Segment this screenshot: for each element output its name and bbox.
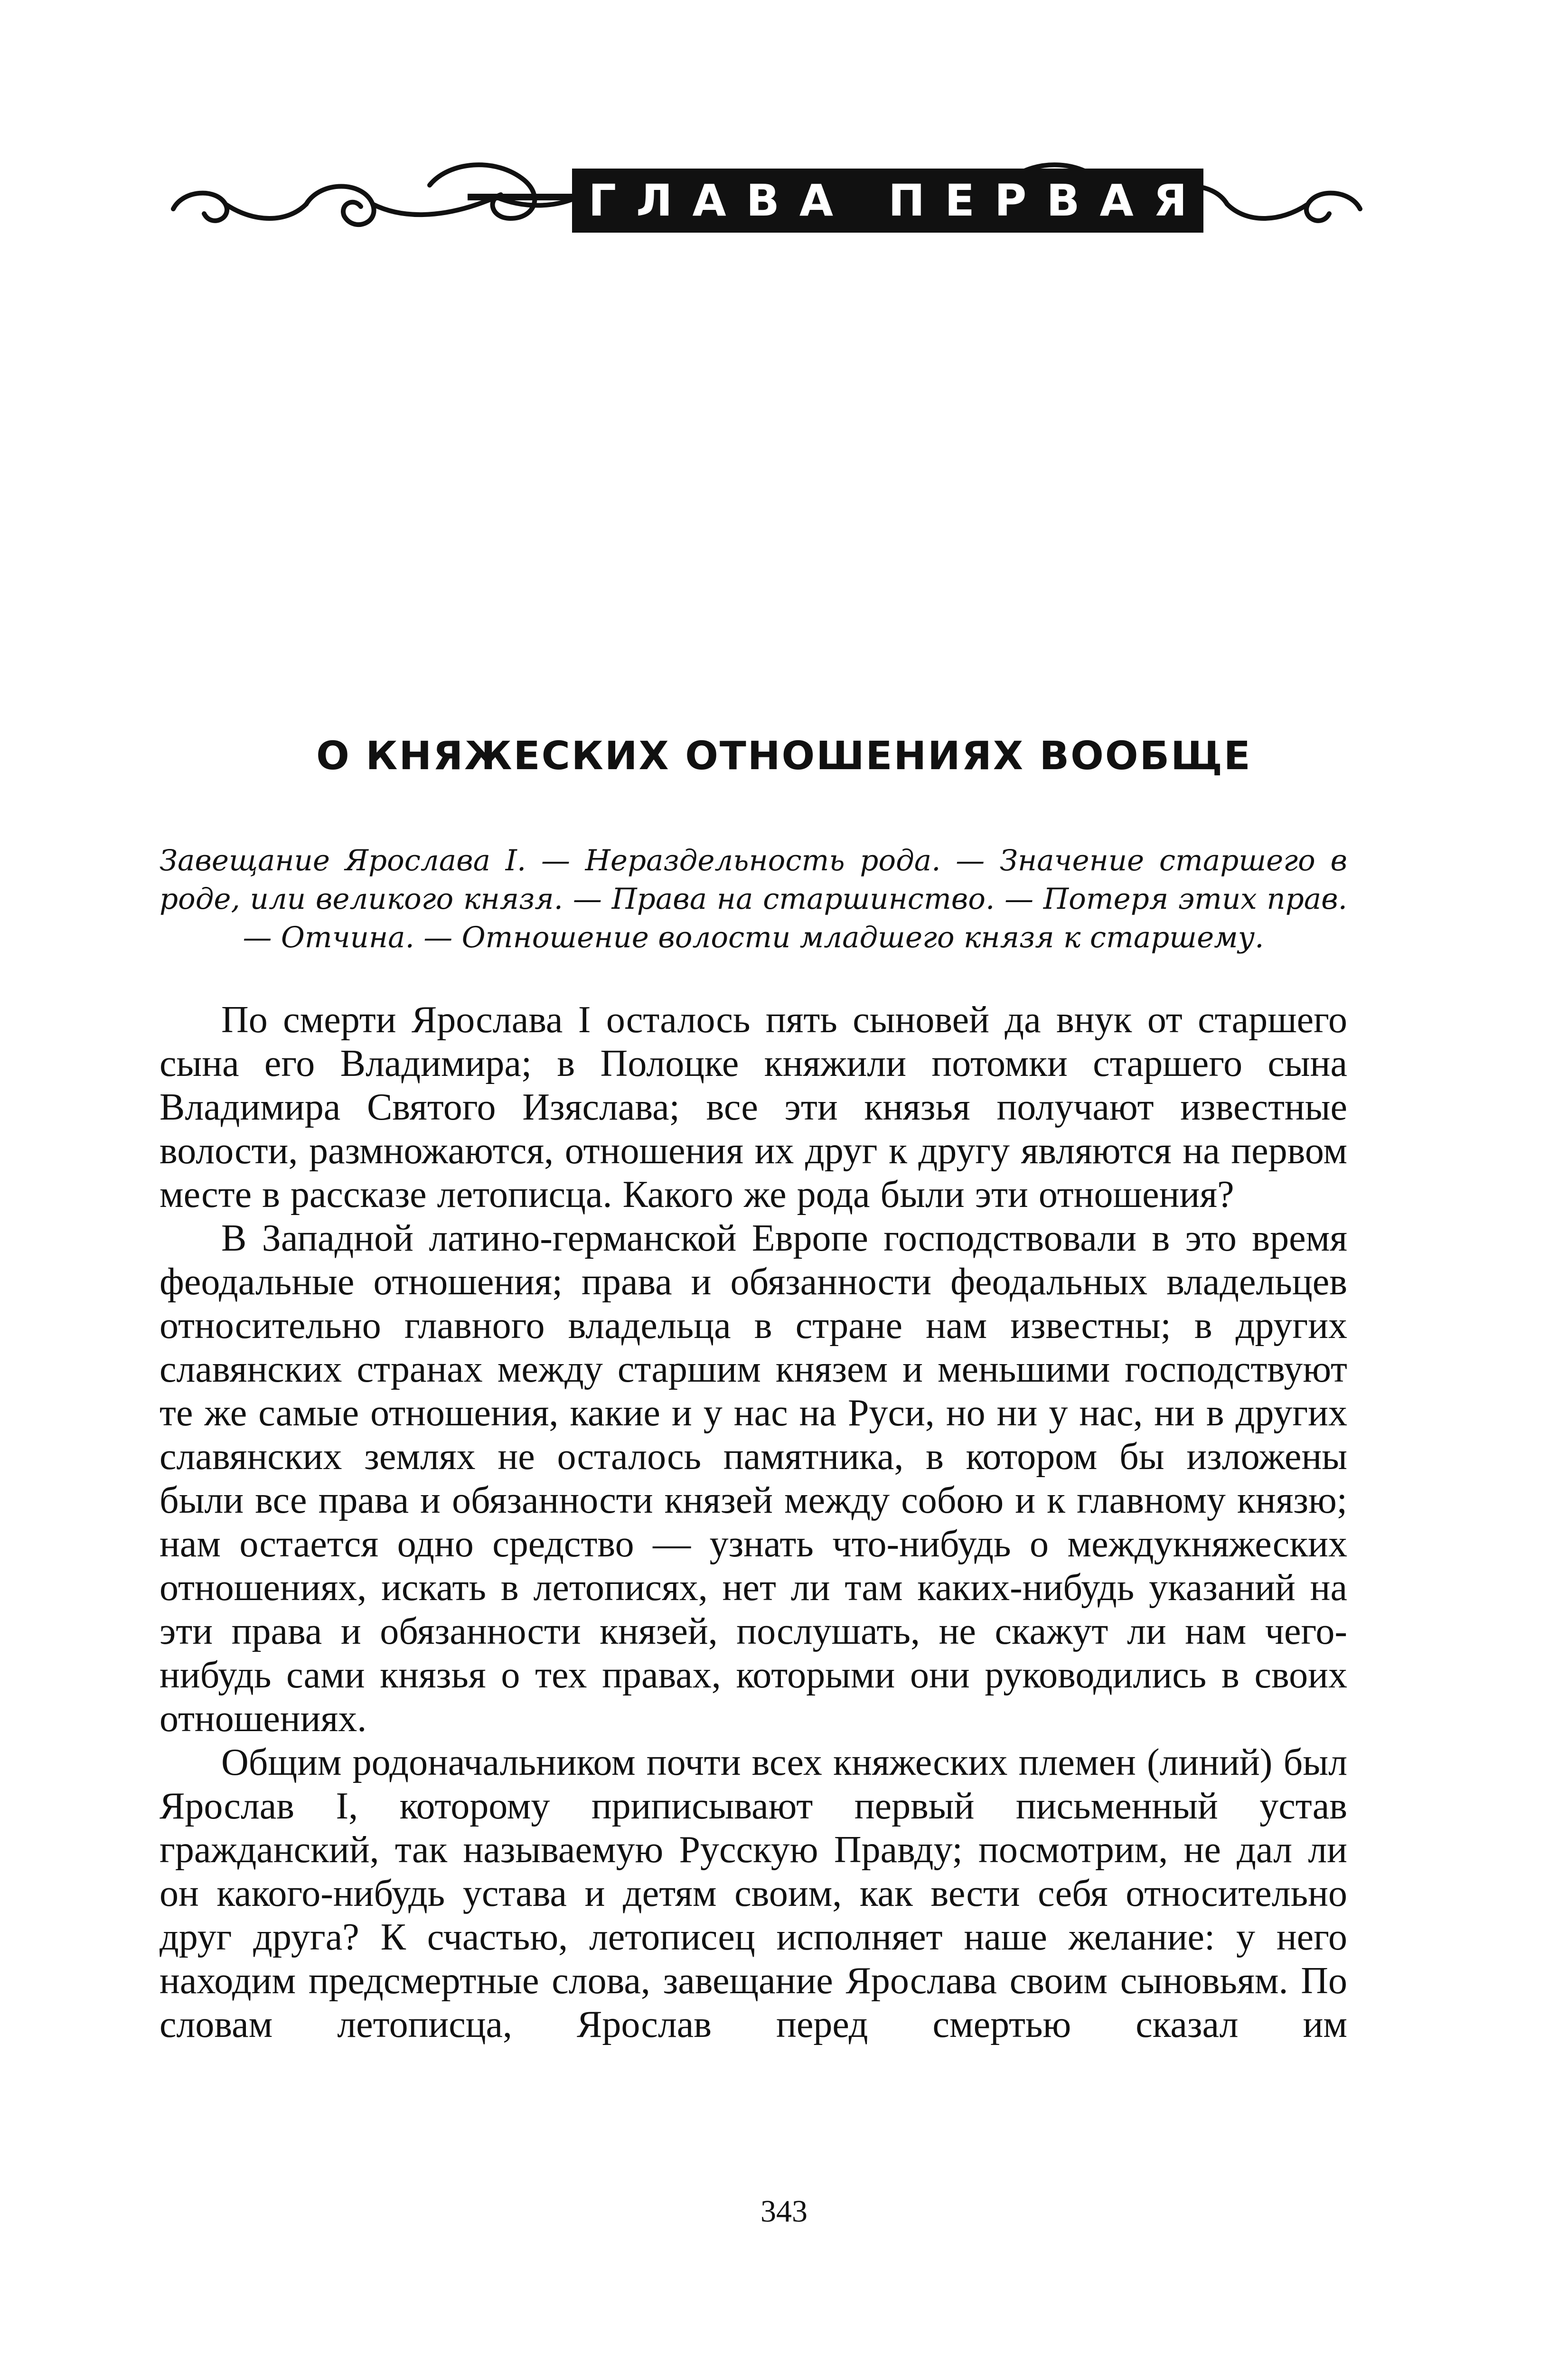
chapter-label: ГЛАВА ПЕРВАЯ — [588, 175, 1207, 226]
paragraph: В Западной латино-германской Европе господствовали в это время феодальные отношения; права и обязанности феодальных владельцев относительно главного владельца в стране нам известны; в других славянских странах между старшим князем и меньшими господствуют те же самые отношения, какие и у нас на Руси, но ни у нас, ни в других славянских землях не осталось памятника, в котором бы изложены были все права и обязанности князей между собою и к главному князю; нам остается одно средство — узнать что-нибудь о междукняжеских отношениях, искать в летописях, нет ли там каких-нибудь указаний на эти права и обязанности князей, послушать, не скажут ли нам чего-нибудь сами князья о тех правах, которыми они руководились в своих отношениях. — [160, 1217, 1347, 1740]
chapter-label-bar — [572, 169, 1207, 233]
chapter-title: О КНЯЖЕСКИХ ОТНОШЕНИЯХ ВООБЩЕ — [316, 734, 1252, 779]
paragraph: По смерти Ярослава I осталось пять сыновей да внук от старшего сына его Владимира; в Полоцке княжили потомки старшего сына Владимира Святого Изяслава; все эти князья получают известные волости, размножаются, отношения их друг к другу являются на первом месте в рассказе летописца. Какого же рода были эти отношения? — [160, 999, 1347, 1215]
chapter-summary: Завещание Ярослава I. — Нераздельность рода. — Значение старшего в роде, или великого князя. — Права на старшинство. — Потеря этих прав. — Отчина. — Отношение волости младшего князя к старшему. — [160, 844, 1347, 954]
page-number: 343 — [761, 2194, 807, 2229]
body-text — [160, 998, 1347, 2046]
paragraph: Общим родоначальником почти всех княжеских племен (линий) был Ярослав I, которому приписывают первый письменный устав гражданский, так называемую Русскую Правду; посмотрим, не дал ли он какого-нибудь устава и детям своим, как вести себя относительно друг друга? К счастью, летописец исполняет наше желание: у него находим предсмертные слова, завещание Ярослава своим сыновьям. По словам летописца, Ярослав перед смертью сказал им — [160, 1742, 1347, 2045]
chapter-banner — [164, 152, 1370, 249]
